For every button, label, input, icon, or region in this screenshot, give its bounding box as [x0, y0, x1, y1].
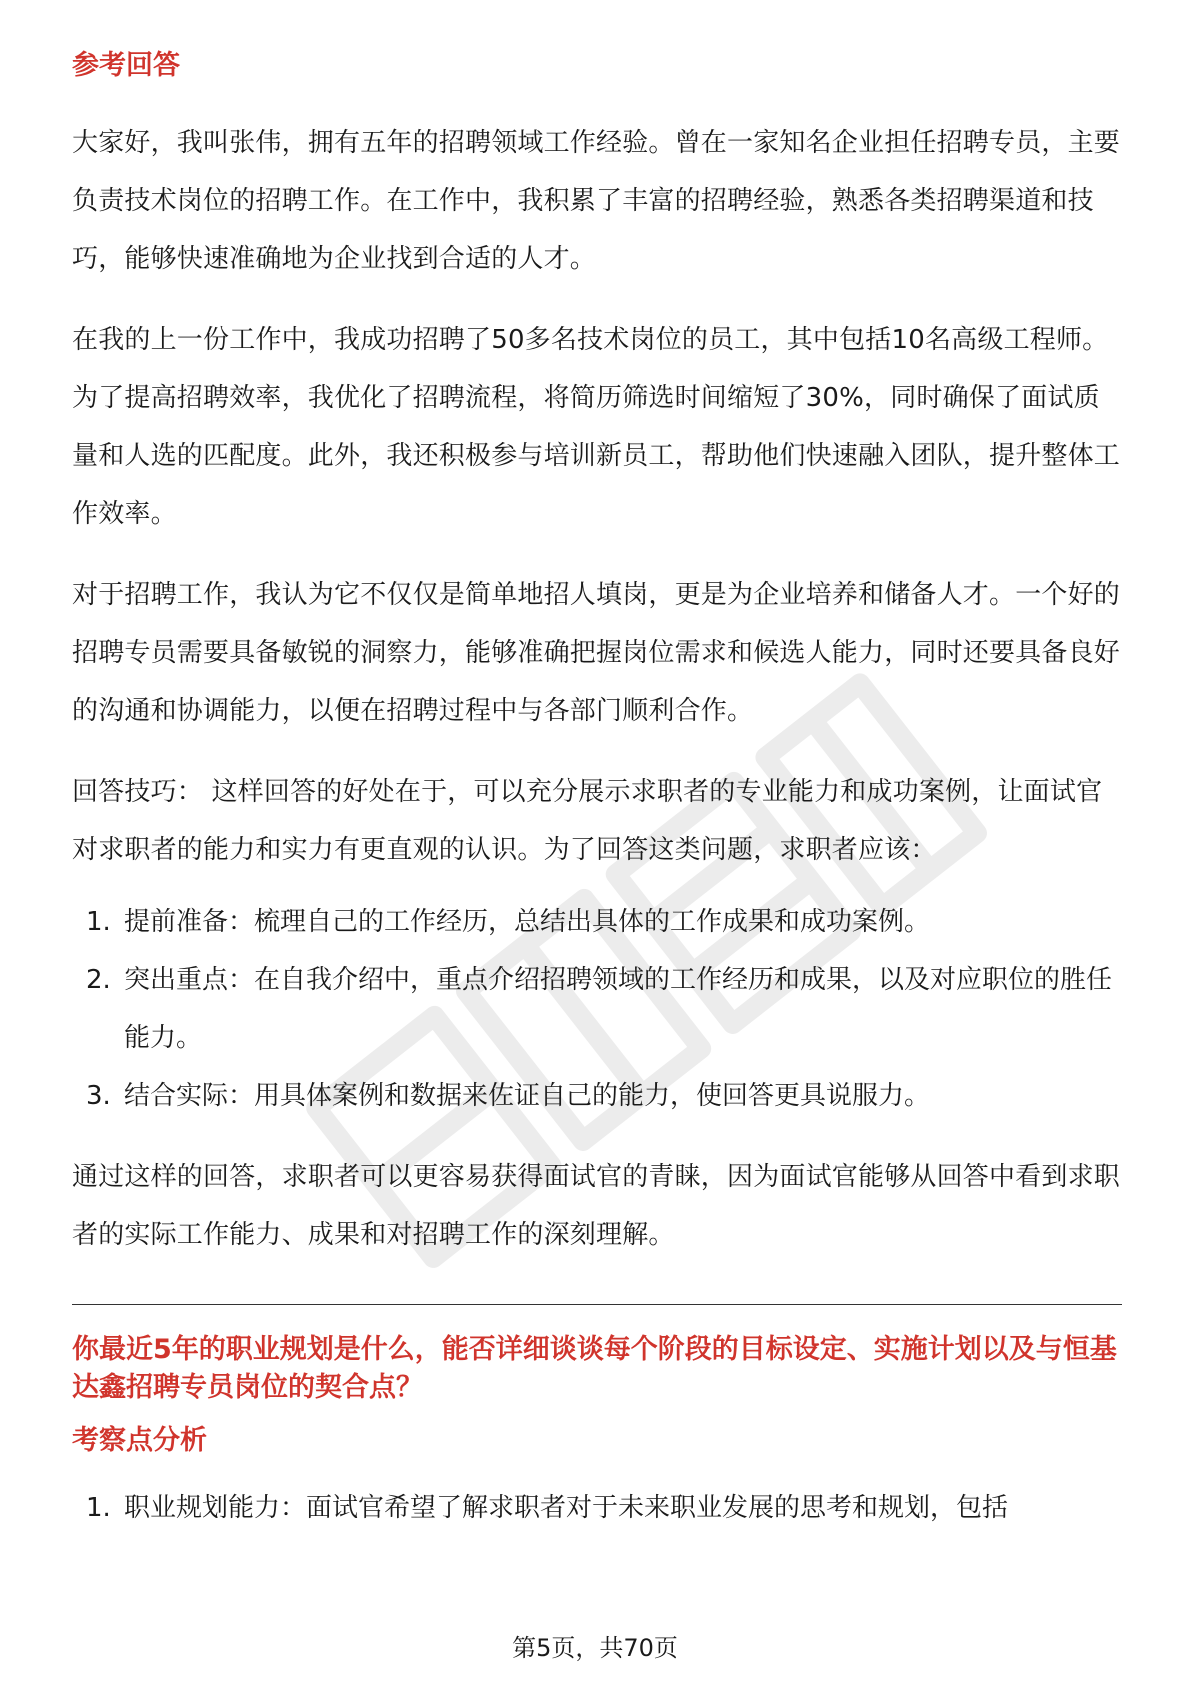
section-divider [72, 1304, 1122, 1305]
tips-intro-paragraph: 回答技巧： 这样回答的好处在于，可以充分展示求职者的专业能力和成功案例，让面试官对求职者的能力和实力有更直观的认识。为了回答这类问题，求职者应该： [72, 777, 1103, 865]
answer-paragraph: 对于招聘工作，我认为它不仅仅是简单地招人填岗，更是为企业培养和储备人才。一个好的招聘专员需要具备敏锐的洞察力，能够准确把握岗位需求和候选人能力，同时还要具备良好的沟通和协调能力，以便在招聘过程中与各部门顺利合作。 [72, 580, 1121, 726]
analysis-list [72, 1479, 1122, 1537]
list-text: 提前准备：梳理自己的工作经历，总结出具体的工作成果和成功案例。 [124, 907, 931, 937]
list-text: 突出重点：在自我介绍中，重点介绍招聘领域的工作经历和成果，以及对应职位的胜任能力。 [124, 965, 1113, 1053]
answer-paragraph: 大家好，我叫张伟，拥有五年的招聘领域工作经验。曾在一家知名企业担任招聘专员，主要负责技术岗位的招聘工作。在工作中，我积累了丰富的招聘经验，熟悉各类招聘渠道和技巧，能够快速准确地为企业找到合适的人才。 [72, 128, 1121, 274]
analysis-heading: 考察点分析 [72, 1425, 207, 1456]
answer-paragraph: 在我的上一份工作中，我成功招聘了50多名技术岗位的员工，其中包括10名高级工程师。为了提高招聘效率，我优化了招聘流程，将简历筛选时间缩短了30%，同时确保了面试质量和人选的匹配度。此外，我还积极参与培训新员工，帮助他们快速融入团队，提升整体工作效率。 [72, 325, 1121, 529]
list-number: 3. [86, 1081, 111, 1111]
main-content [72, 46, 1122, 1537]
answer-heading: 参考回答 [72, 50, 180, 81]
page-footer: 第5页，共70页 [512, 1634, 678, 1662]
tips-list [72, 893, 1122, 1125]
list-item [72, 893, 1122, 951]
list-item [72, 951, 1122, 1067]
closing-paragraph: 通过这样的回答，求职者可以更容易获得面试官的青睐，因为面试官能够从回答中看到求职者的实际工作能力、成果和对招聘工作的深刻理解。 [72, 1162, 1121, 1250]
list-number: 1. [86, 1493, 111, 1523]
list-number: 1. [86, 907, 111, 937]
list-text: 结合实际：用具体案例和数据来佐证自己的能力，使回答更具说服力。 [124, 1081, 931, 1111]
list-text: 职业规划能力：面试官希望了解求职者对于未来职业发展的思考和规划，包括 [124, 1493, 1009, 1523]
list-number: 2. [86, 965, 111, 995]
list-item [72, 1067, 1122, 1125]
list-item [72, 1479, 1122, 1537]
question-title: 你最近5年的职业规划是什么，能否详细谈谈每个阶段的目标设定、实施计划以及与恒基达鑫招聘专员岗位的契合点？ [72, 1334, 1117, 1403]
